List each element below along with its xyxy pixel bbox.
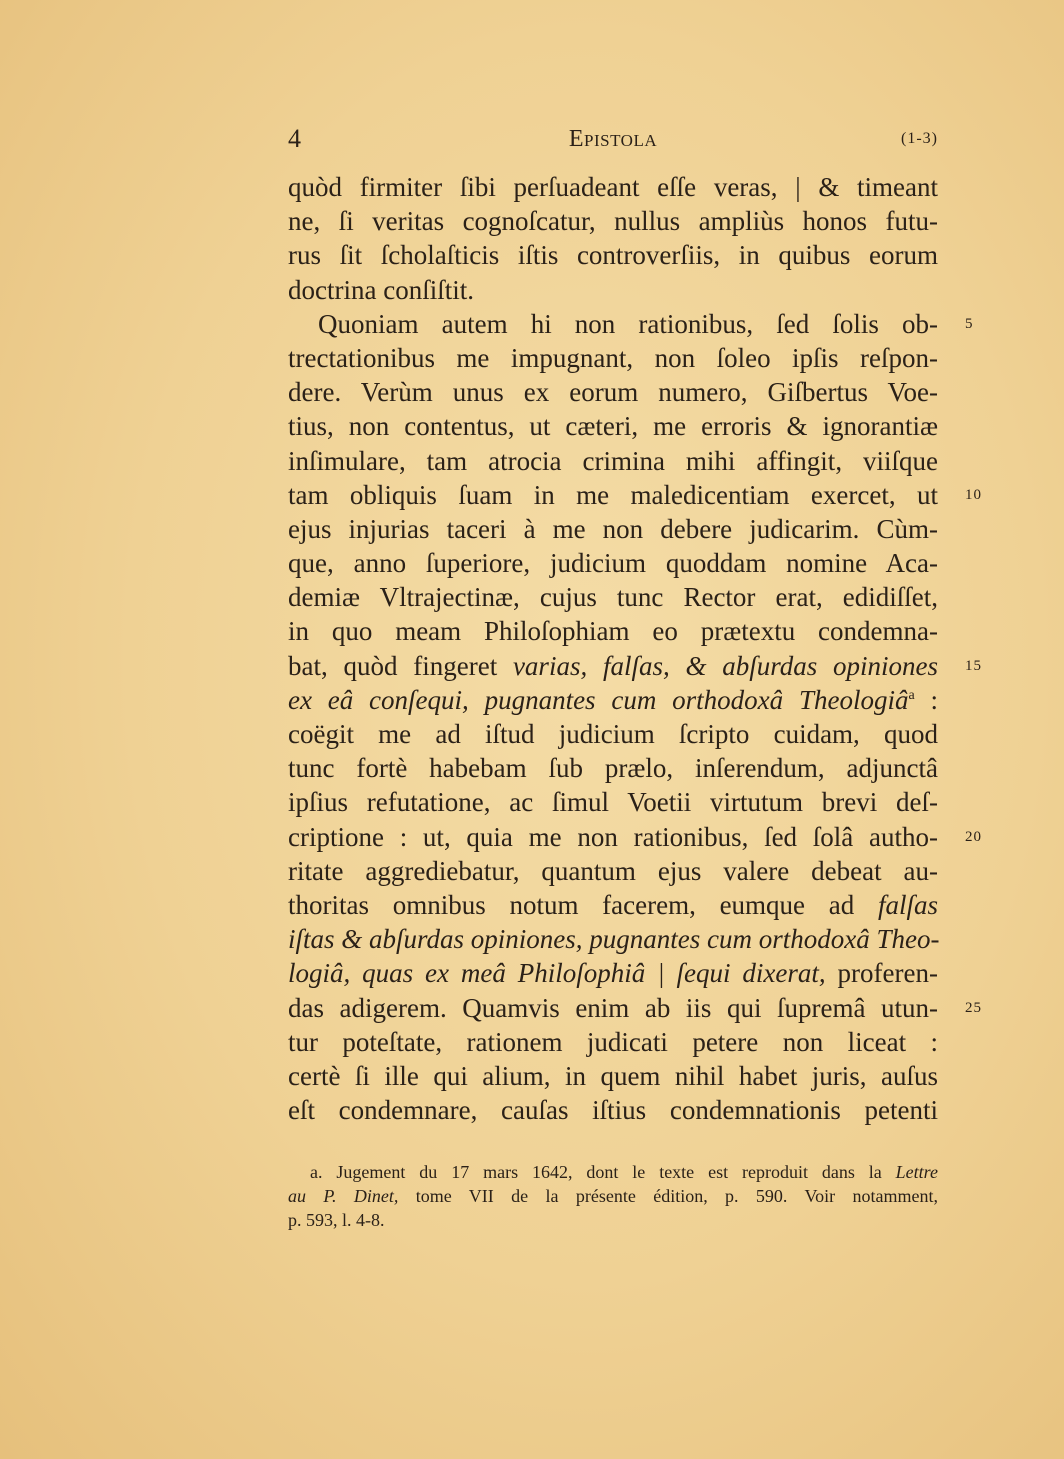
footnote: [288, 1160, 938, 1232]
text-segment: a. Jugement du 17 mars 1642, dont le texte est reproduit dans la: [310, 1162, 896, 1182]
section-reference: (1-3): [901, 130, 938, 147]
text-segment: ejus injurias taceri à me non debere judicarim. Cùm-: [288, 513, 938, 544]
italic-text: iſtas & abſurdas opiniones, pugnantes cum orthodoxâ Theo-: [288, 924, 940, 955]
text-segment: eſt condemnare, cauſas iſtius condemnationis petenti: [288, 1095, 938, 1126]
body-line: [288, 341, 938, 375]
text-segment: tunc fortè habebam ſub prælo, inſerendum, adjunctâ: [288, 753, 938, 784]
text-segment: ne, ſi veritas cognoſcatur, nullus ampliùs honos futu-: [288, 206, 938, 237]
text-segment: tius, non contentus, ut cæteri, me erroris & ignorantiæ: [288, 411, 938, 442]
italic-text: logiâ, quas ex meâ Philoſophiâ | ſequi dixerat,: [288, 958, 826, 989]
body-line: [288, 888, 938, 922]
text-segment: quòd firmiter ſibi perſuadeant eſſe veras, | & timeant: [288, 172, 938, 202]
footnote-line: [288, 1160, 938, 1184]
italic-text: varias, falſas, & abſurdas opiniones: [512, 650, 938, 681]
body-line: [288, 580, 938, 614]
body-line: [288, 683, 938, 717]
text-segment: tam obliquis ſuam in me maledicentiam exercet, ut: [288, 479, 938, 510]
body-line: [288, 375, 938, 409]
text-segment: trectationibus me impugnant, non ſoleo ipſis reſpon-: [288, 342, 938, 373]
text-segment: tur poteſtate, rationem judicati petere non liceat :: [288, 1026, 938, 1057]
body-line: [288, 820, 938, 854]
body-line: [288, 717, 938, 751]
text-segment: bat, quòd fingeret: [288, 650, 513, 681]
italic-text: ex eâ conſequi, pugnantes cum orthodoxâ Theologiâ: [288, 684, 909, 715]
body-line: [288, 444, 938, 478]
text-segment: coëgit me ad iſtud judicium ſcripto cuidam, quod: [288, 719, 938, 749]
text-segment: rus ſit ſcholaſticis iſtis controverſiis, in quibus eorum: [288, 240, 938, 271]
page-header: [288, 124, 938, 158]
body-line: [288, 273, 938, 307]
body-line: [288, 512, 938, 546]
text-segment: demiæ Vltrajectinæ, cujus tunc Rector erat, edidiſſet,: [288, 582, 938, 613]
body-line: [288, 649, 938, 683]
body-line: [288, 307, 938, 341]
body-line: [288, 854, 938, 888]
body-line: [288, 614, 938, 648]
footnote-line: [288, 1208, 938, 1232]
text-segment: das adigerem. Quamvis enim ab iis qui ſupremâ utun-: [288, 992, 938, 1023]
footnote-line: [288, 1184, 938, 1208]
body-line: [288, 204, 938, 238]
footnote-marker: a: [908, 687, 915, 703]
text-segment: que, anno ſuperiore, judicium quoddam nomine Aca-: [288, 548, 938, 579]
text-segment: inſimulare, tam atrocia crimina mihi affingit, viiſque: [288, 445, 938, 476]
margin-line-number: 15: [965, 657, 982, 674]
body-text: [288, 170, 938, 1127]
margin-line-number: 10: [965, 486, 982, 503]
body-line: [288, 409, 938, 443]
body-line: [288, 922, 938, 956]
text-segment: dere. Verùm unus ex eorum numero, Giſbertus Voe-: [288, 377, 938, 408]
text-segment: criptione : ut, quia me non rationibus, ſed ſolâ autho-: [288, 821, 938, 852]
text-segment: :: [914, 684, 938, 715]
text-segment: doctrina conſiſtit.: [288, 274, 474, 305]
italic-text: au P. Dinet,: [288, 1186, 399, 1206]
text-segment: p. 593, l. 4-8.: [288, 1210, 385, 1230]
text-segment: ritate aggrediebatur, quantum ejus valere debeat au-: [288, 855, 938, 886]
text-segment: tome VII de la présente édition, p. 590. Voir notamment,: [398, 1186, 938, 1206]
italic-text: falſas: [877, 889, 938, 920]
text-segment: ipſius refutatione, ac ſimul Voetii virtutum brevi deſ-: [288, 787, 938, 818]
body-line: [288, 170, 938, 204]
body-line: [288, 956, 938, 990]
running-title: Epistola: [568, 126, 658, 152]
body-line: [288, 478, 938, 512]
body-line: [288, 1093, 938, 1127]
text-segment: thoritas omnibus notum facerem, eumque ad: [288, 889, 878, 920]
text-segment: proferen-: [825, 958, 938, 989]
italic-text: Lettre: [895, 1162, 938, 1182]
margin-line-number: 25: [965, 999, 982, 1016]
body-line: [288, 751, 938, 785]
text-segment: certè ſi ille qui alium, in quem nihil habet juris, auſus: [288, 1060, 938, 1091]
text-segment: Quoniam autem hi non rationibus, ſed ſolis ob-: [318, 308, 938, 339]
text-segment: in quo meam Philoſophiam eo prætextu condemna-: [288, 616, 938, 647]
body-line: [288, 785, 938, 819]
body-line: [288, 238, 938, 272]
body-line: [288, 991, 938, 1025]
margin-line-number: 5: [965, 315, 974, 332]
margin-line-number: 20: [965, 828, 982, 845]
body-line: [288, 546, 938, 580]
body-line: [288, 1025, 938, 1059]
page-number: 4: [288, 124, 301, 153]
body-line: [288, 1059, 938, 1093]
